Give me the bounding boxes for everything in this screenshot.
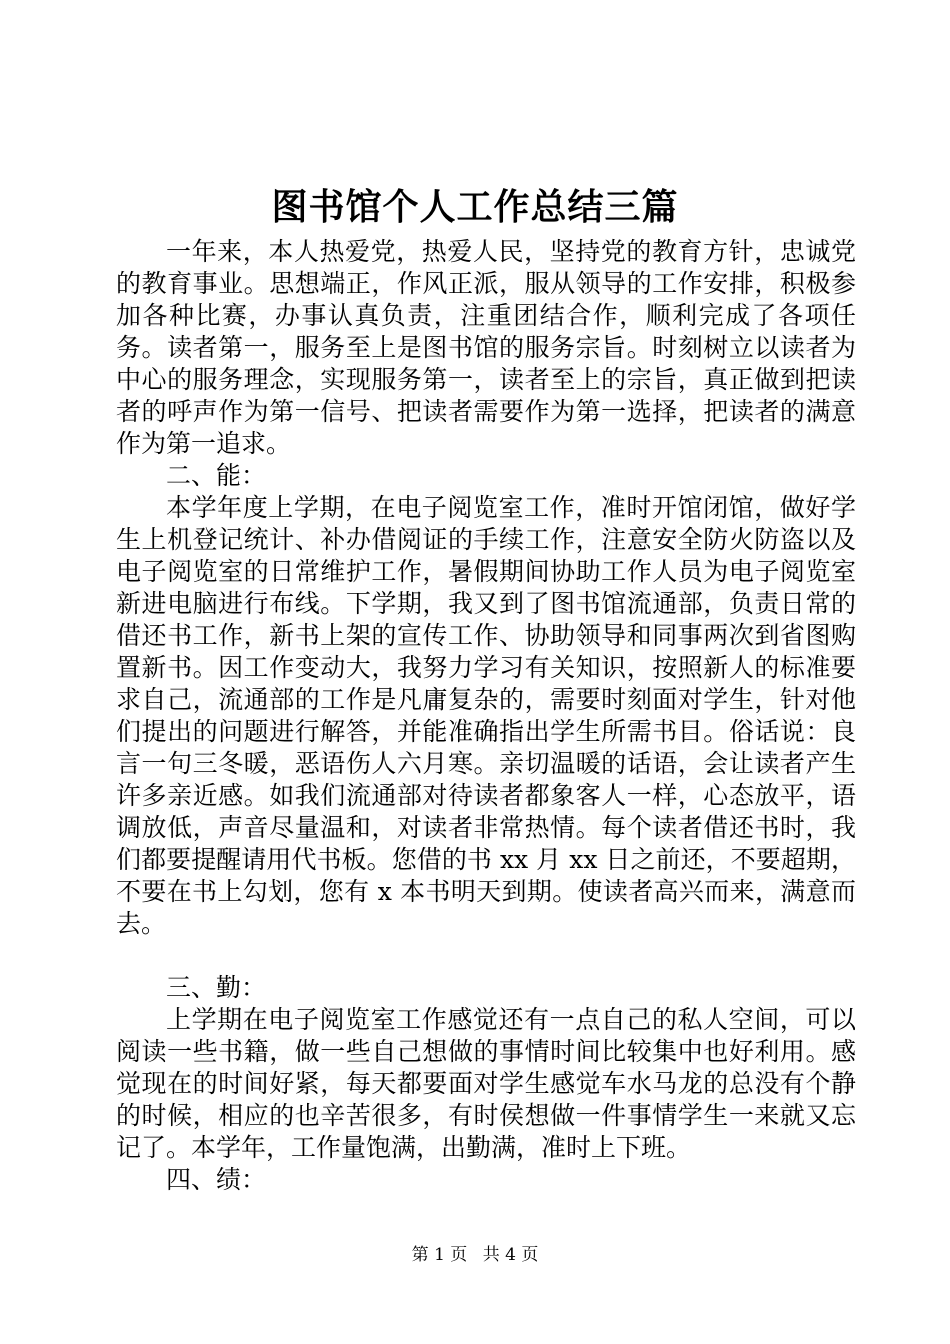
section-heading-neng: 二、能： — [166, 461, 267, 490]
paragraph-spacer — [116, 940, 856, 972]
page-number: 第 1 页 — [411, 1245, 468, 1265]
document-title: 图书馆个人工作总结三篇 — [271, 186, 679, 228]
paragraph-neng: 本学年度上学期，在电子阅览室工作，准时开馆闭馆，做好学生上机登记统计、补办借阅证的手续工作，注意安全防火防盗以及电子阅览室的日常维护工作，暑假期间协助工作人员为电子阅览室新进电脑进行布线。下学期，我又到了图书馆流通部，负责日常的借还书工作，新书上架的宣传工作、协助领导和同事两次到省图购置新书。因工作变动大，我努力学习有关知识，按照新人的标准要求自己，流通部的工作是凡庸复杂的，需要时刻面对学生，针对他们提出的问题进行解答，并能准确指出学生所需书目。俗话说：良言一句三冬暖，恶语伤人六月寒。亲切温暖的话语，会让读者产生许多亲近感。如我们流通部对待读者都象客人一样，心态放平，语调放低，声音尽量温和，对读者非常热情。每个读者借还书时，我们都要提醒请用代书板。您借的书 xx 月 xx 日之前还，不要超期，不要在书上勾划，您有 x 本书明天到期。使读者高兴而来，满意而去。 — [116, 493, 856, 938]
section-heading-ji: 四、绩： — [166, 1165, 267, 1194]
paragraph-intro: 一年来，本人热爱党，热爱人民，坚持党的教育方针，忠诚党的教育事业。思想端正，作风正派，服从领导的工作安排，积极参加各种比赛，办事认真负责，注重团结合作，顺利完成了各项任务。读者第一，服务至上是图书馆的服务宗旨。时刻树立以读者为中心的服务理念，实现服务第一，读者至上的宗旨，真正做到把读者的呼声作为第一信号、把读者需要作为第一选择，把读者的满意作为第一追求。 — [116, 237, 856, 458]
document-body — [116, 236, 856, 1196]
page-total: 共 4 页 — [482, 1245, 539, 1265]
section-heading-qin: 三、勤： — [166, 973, 267, 1002]
page-footer — [0, 1243, 950, 1267]
paragraph-qin: 上学期在电子阅览室工作感觉还有一点自己的私人空间，可以阅读一些书籍，做一些自己想做的事情时间比较集中也好利用。感觉现在的时间好紧，每天都要面对学生感觉车水马龙的总没有个静的时候，相应的也辛苦很多，有时侯想做一件事情学生一来就又忘记了。本学年，工作量饱满，出勤满，准时上下班。 — [116, 1005, 856, 1162]
